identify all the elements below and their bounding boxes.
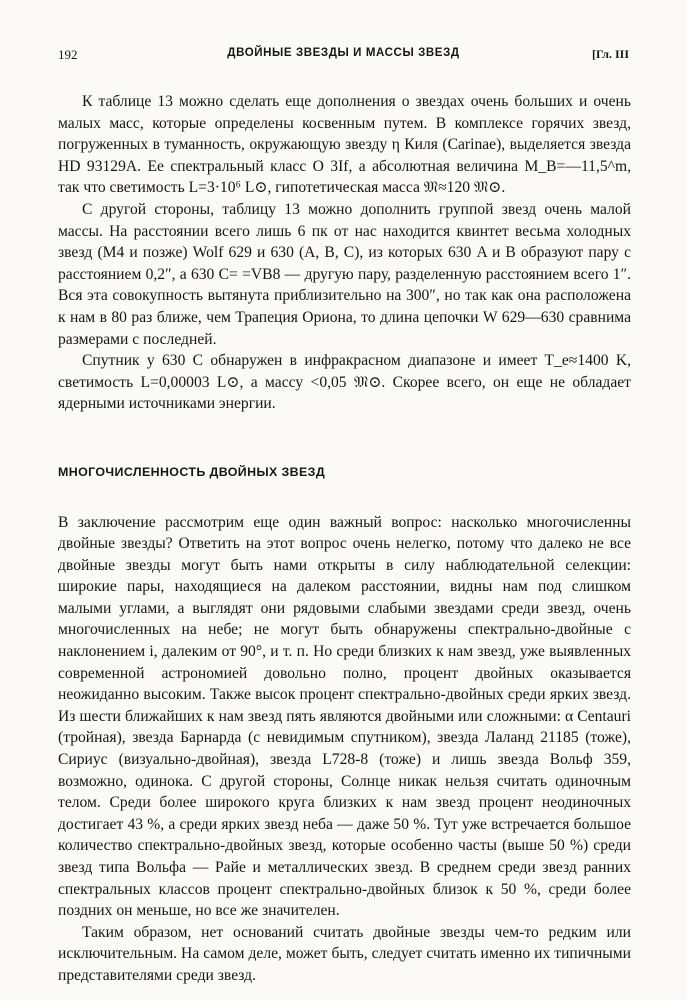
page-number: 192 bbox=[58, 47, 78, 62]
paragraph: Таким образом, нет оснований считать двойные звезды чем-то редким или исключительным. На самом деле, может быть, следует считать именно их типичными представителями среди звезд. bbox=[58, 923, 631, 984]
paragraph: Спутник у 630 C обнаружен в инфракрасном диапазоне и имеет T_e≈1400 K, светимость L=0,00003 L⊙, а массу <0,05 𝔐⊙. Скорее всего, он еще не обладает ядерными источниками энергии. bbox=[58, 352, 631, 413]
page-body bbox=[58, 91, 631, 987]
running-title: ДВОЙНЫЕ ЗВЕЗДЫ И МАССЫ ЗВЕЗД bbox=[227, 47, 460, 59]
paragraph: В заключение рассмотрим еще один важный вопрос: насколько многочисленны двойные звезды? Ответить на этот вопрос очень нелегко, потому что далеко не все двойные звезды могут быть нами открыты в силу наблюдательной селекции: широкие пары, находящиеся на далеком расстоянии, видны нам под слишком малыми углами, а выглядят они рядовыми слабыми звездами среди звезд, очень многочисленных на небе; не могут быть обнаружены спектрально-двойные с наклонением i, далеким от 90°, и т. п. Но среди близких к нам звезд, уже выявленных современной астрономией довольно полно, процент двойных оказывается неожиданно высоким. Также высок процент спектрально-двойных среди ярких звезд. Из шести ближайших к нам звезд пять являются двойными или сложными: α Centauri (тройная), звезда Барнарда (с невидимым спутником), звезда Лаланд 21185 (тоже), Сириус (визуально-двойная), звезда L728-8 (тоже) и лишь звезда Вольф 359, возможно, одинока. С другой стороны, Солнце никак нельзя считать одиночным телом. Среди более широкого круга близких к нам звезд процент неодиночных достигает 43 %, а среди ярких звезд неба — даже 50 %. Тут уже встречается большое количество спектрально-двойных звезд, которые особенно часты (выше 50 %) среди звезд типа Вольфа — Райе и металлических звезд. В среднем среди звезд ранних спектральных классов процент спектрально-двойных близок к 50 %, среди более поздних он меньше, но все же значителен. bbox=[58, 513, 631, 920]
chapter-label: [Гл. III bbox=[591, 47, 629, 61]
running-header bbox=[58, 47, 629, 69]
paragraph: К таблице 13 можно сделать еще дополнения о звездах очень больших и очень малых масс, которые определены косвенным путем. В комплексе горячих звезд, погруженных в туманность, окружающую звезду η Киля (Carinae), выделяется звезда HD 93129A. Ее спектральный класс O 3If, а абсолютная величина M_B=—11,5^m, так что светимость L=3·10⁶ L⊙, гипотетическая масса 𝔐≈120 𝔐⊙. bbox=[58, 93, 631, 197]
section-heading: МНОГОЧИСЛЕННОСТЬ ДВОЙНЫХ ЗВЕЗД bbox=[58, 464, 326, 479]
paragraph: С другой стороны, таблицу 13 можно дополнить группой звезд очень малой массы. На расстоянии всего лишь 6 пк от нас находится квинтет весьма холодных звезд (М4 и позже) Wolf 629 и 630 (A, B, C), из которых 630 A и B образуют пару с расстоянием 0,2″, а 630 C= =VB8 — другую пару, разделенную расстоянием всего 1″. Вся эта совокупность вытянута приблизительно на 300″, но так как она расположена к нам в 80 раз ближе, чем Трапеция Ориона, то длина цепочки W 629—630 сравнима размерами с последней. bbox=[58, 200, 631, 348]
